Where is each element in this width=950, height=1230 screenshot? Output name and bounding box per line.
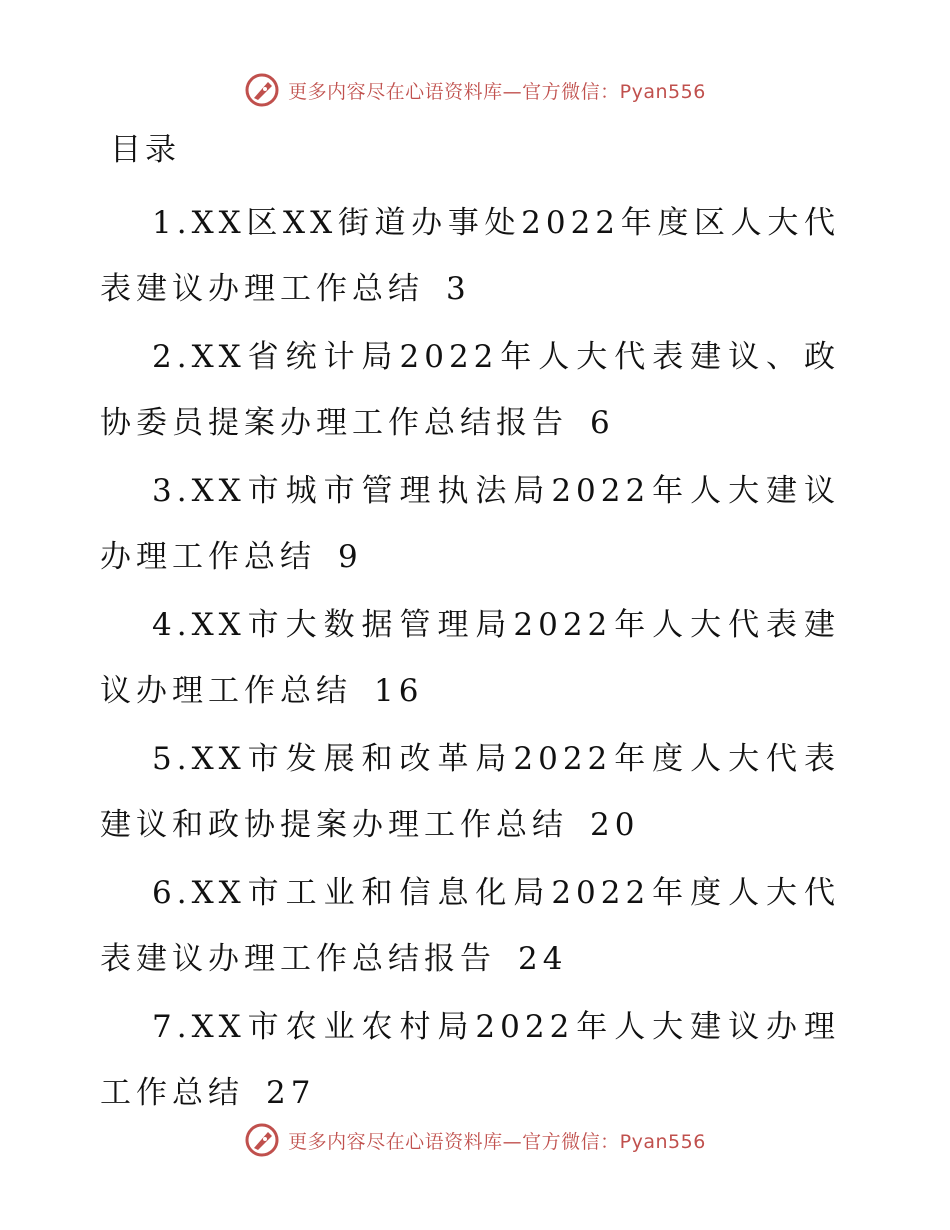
footer-watermark bbox=[0, 1120, 950, 1160]
toc-entry-title: 1.XX区XX街道办事处2022年度区人大代表建议办理工作总结 bbox=[100, 205, 840, 307]
toc-entry-title: 7.XX市农业农村局2022年人大建议办理工作总结 bbox=[100, 1009, 840, 1111]
toc-entry-7[interactable] bbox=[100, 994, 840, 1126]
toc-entry-title: 2.XX省统计局2022年人大代表建议、政协委员提案办理工作总结报告 bbox=[100, 339, 840, 441]
header-watermark bbox=[0, 70, 950, 110]
toc-entry-page: 6 bbox=[590, 405, 615, 441]
toc-entry-3[interactable] bbox=[100, 458, 840, 590]
toc-entry-4[interactable] bbox=[100, 592, 840, 724]
toc-entry-title: 5.XX市发展和改革局2022年度人大代表建议和政协提案办理工作总结 bbox=[100, 741, 840, 843]
toc-entry-page: 27 bbox=[266, 1075, 316, 1111]
watermark-text: 更多内容尽在心语资料库—官方微信：Pyan556 bbox=[288, 80, 706, 103]
toc-entry-page: 20 bbox=[590, 807, 640, 843]
toc-entry-page: 16 bbox=[374, 673, 424, 709]
toc-entry-page: 24 bbox=[518, 941, 568, 977]
toc-entry-5[interactable] bbox=[100, 726, 840, 858]
table-of-contents bbox=[100, 190, 840, 1128]
toc-entry-title: 4.XX市大数据管理局2022年人大代表建议办理工作总结 bbox=[100, 607, 840, 709]
toc-entry-1[interactable] bbox=[100, 190, 840, 322]
toc-entry-title: 6.XX市工业和信息化局2022年度人大代表建议办理工作总结报告 bbox=[100, 875, 840, 977]
toc-entry-6[interactable] bbox=[100, 860, 840, 992]
toc-entry-page: 3 bbox=[446, 271, 471, 307]
page-title: 目录 bbox=[110, 132, 180, 168]
toc-entry-title: 3.XX市城市管理执法局2022年人大建议办理工作总结 bbox=[100, 473, 840, 575]
watermark-text: 更多内容尽在心语资料库—官方微信：Pyan556 bbox=[288, 1130, 706, 1153]
toc-entry-page: 9 bbox=[338, 539, 363, 575]
toc-entry-2[interactable] bbox=[100, 324, 840, 456]
pen-nib-logo-icon bbox=[244, 1122, 280, 1158]
pen-nib-logo-icon bbox=[244, 72, 280, 108]
